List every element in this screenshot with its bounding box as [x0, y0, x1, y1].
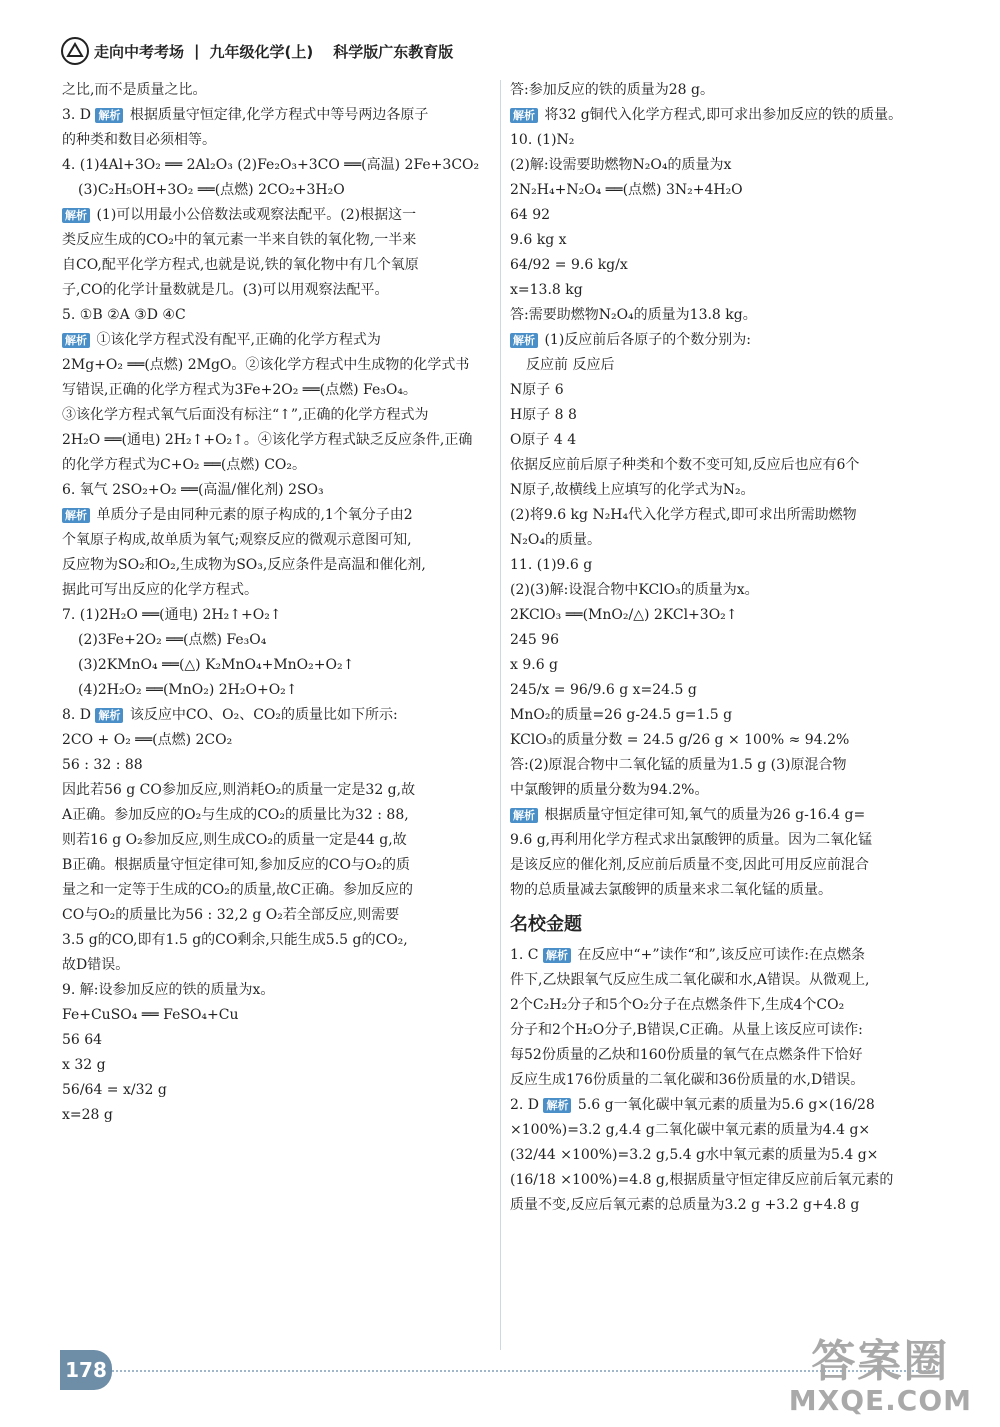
- text-line: 5. ①B ②A ③D ④C: [62, 307, 186, 323]
- text-line: 解析 (1)可以用最小公倍数法或观察法配平。(2)根据这一: [62, 203, 490, 228]
- text-line: 每52份质量的乙炔和160份质量的氧气在点燃条件下恰好: [510, 1047, 863, 1063]
- left-column: [62, 78, 490, 1128]
- analysis-badge: 解析: [62, 208, 90, 223]
- text-line: 类反应生成的CO₂中的氧元素一半来自铁的氧化物,一半来: [62, 232, 417, 248]
- text-line: ③该化学方程式氧气后面没有标注“↑”,正确的化学方程式为: [62, 407, 429, 423]
- text-line: 2H₂O ══(通电) 2H₂↑+O₂↑。④该化学方程式缺乏反应条件,正确: [62, 432, 473, 448]
- text-line: 64 92: [510, 207, 551, 223]
- analysis-badge: 解析: [95, 708, 123, 723]
- text-line: 8. D 解析 该反应中CO、O₂、CO₂的质量比如下所示:: [62, 707, 398, 723]
- text-line: 中氯酸钾的质量分数为94.2%。: [510, 782, 709, 798]
- text-line: 9.6 kg x: [510, 232, 567, 248]
- text-line: CO与O₂的质量比为56 : 32,2 g O₂若全部反应,则需要: [62, 907, 400, 923]
- text-line: 反应生成176份质量的二氧化碳和36份质量的水,D错误。: [510, 1072, 865, 1088]
- text-line: ×100%)=3.2 g,4.4 g二氧化碳中氧元素的质量为4.4 g×: [510, 1122, 871, 1138]
- text-line: 2N₂H₄+N₂O₄ ══(点燃) 3N₂+4H₂O: [510, 182, 743, 198]
- analysis-badge: 解析: [510, 108, 538, 123]
- analysis-badge: 解析: [543, 1098, 571, 1113]
- text-line: 之比,而不是质量之比。: [62, 82, 207, 98]
- text-line: (2)将9.6 kg N₂H₄代入化学方程式,即可求出所需助燃物: [510, 507, 857, 523]
- text-line: N原子,故横线上应填写的化学式为N₂。: [510, 482, 755, 498]
- text-line: H原子 8 8: [510, 407, 577, 423]
- text-line: 质量不变,反应后氧元素的总质量为3.2 g +3.2 g+4.8 g: [510, 1197, 860, 1213]
- text-line: (2)解:设需要助燃物N₂O₄的质量为x: [510, 157, 732, 173]
- text-line: B正确。根据质量守恒定律可知,参加反应的CO与O₂的质: [62, 857, 411, 873]
- text-line: 2CO + O₂ ══(点燃) 2CO₂: [62, 732, 233, 748]
- brand-name: 走向中考考场: [94, 42, 185, 61]
- text-line: 物的总质量减去氯酸钾的质量来求二氧化锰的质量。: [510, 882, 832, 898]
- text-line: x 32 g: [62, 1057, 106, 1073]
- text-line: 9. 解:设参加反应的铁的质量为x。: [62, 982, 275, 998]
- text-line: 2KClO₃ ══(MnO₂/△) 2KCl+3O₂↑: [510, 607, 738, 623]
- text-line: 答:需要助燃物N₂O₄的质量为13.8 kg。: [510, 307, 757, 323]
- text-line: 解析 (1)反应前后各原子的个数分别为:: [510, 328, 938, 353]
- text-line: x 9.6 g: [510, 657, 559, 673]
- text-line: 56 : 32 : 88: [62, 757, 143, 773]
- text-line: 答:参加反应的铁的质量为28 g。: [510, 82, 714, 98]
- book-title: 九年级化学(上): [209, 42, 314, 61]
- text-line: 解析 根据质量守恒定律可知,氧气的质量为26 g-16.4 g=: [510, 803, 938, 828]
- text-line: 是该反应的催化剂,反应前后质量不变,因此可用反应前混合: [510, 857, 869, 873]
- text-line: x=28 g: [62, 1107, 113, 1123]
- text-line: 245 96: [510, 632, 559, 648]
- text-line: 3.5 g的CO,即有1.5 g的CO剩余,只能生成5.5 g的CO₂,: [62, 932, 408, 948]
- text-line: 因此若56 g CO参加反应,则消耗O₂的质量一定是32 g,故: [62, 782, 416, 798]
- text-line: N原子 6: [510, 382, 564, 398]
- text-line: 解析 将32 g铜代入化学方程式,即可求出参加反应的铁的质量。: [510, 103, 938, 128]
- text-line: 3. D 解析 根据质量守恒定律,化学方程式中等号两边各原子: [62, 107, 429, 123]
- text-line: (32/44 ×100%)=3.2 g,5.4 g水中氧元素的质量为5.4 g×: [510, 1147, 879, 1163]
- text-line: 答:(2)原混合物中二氧化锰的质量为1.5 g (3)原混合物: [510, 757, 847, 773]
- text-line: 的种类和数目必须相等。: [62, 132, 216, 148]
- text-line: 反应前 反应后: [526, 357, 615, 373]
- right-column: [510, 78, 938, 1218]
- text-line: 则若16 g O₂参加反应,则生成CO₂的质量一定是44 g,故: [62, 832, 407, 848]
- text-line: 11. (1)9.6 g: [510, 557, 593, 573]
- text-line: (4)2H₂O₂ ══(MnO₂) 2H₂O+O₂↑: [78, 682, 298, 698]
- right-answers-block: [510, 78, 938, 903]
- text-line: 的化学方程式为C+O₂ ══(点燃) CO₂。: [62, 457, 307, 473]
- text-line: 自CO,配平化学方程式,也就是说,铁的氧化物中有几个氧原: [62, 257, 419, 273]
- text-line: Fe+CuSO₄ ══ FeSO₄+Cu: [62, 1007, 239, 1023]
- text-line: 10. (1)N₂: [510, 132, 575, 148]
- analysis-badge: 解析: [543, 948, 571, 963]
- book-header: [60, 36, 453, 66]
- text-line: 9.6 g,再利用化学方程式求出氯酸钾的质量。因为二氧化锰: [510, 832, 873, 848]
- text-line: 2. D 解析 5.6 g一氧化碳中氧元素的质量为5.6 g×(16/28: [510, 1097, 875, 1113]
- analysis-badge: 解析: [510, 808, 538, 823]
- text-line: 2个C₂H₂分子和5个O₂分子在点燃条件下,生成4个CO₂: [510, 997, 845, 1013]
- text-line: 个氧原子构成,故单质为氧气;观察反应的微观示意图可知,: [62, 532, 412, 548]
- text-line: 量之和一定等于生成的CO₂的质量,故C正确。参加反应的: [62, 882, 413, 898]
- text-line: 56/64 = x/32 g: [62, 1082, 167, 1098]
- text-line: 子,CO的化学计量数就是几。(3)可以用观察法配平。: [62, 282, 389, 298]
- text-line: 件下,乙炔跟氧气反应生成二氧化碳和水,A错误。从微观上,: [510, 972, 870, 988]
- text-line: 64/92 = 9.6 kg/x: [510, 257, 628, 273]
- text-line: MnO₂的质量=26 g-24.5 g=1.5 g: [510, 707, 733, 723]
- text-line: 6. 氧气 2SO₂+O₂ ══(高温/催化剂) 2SO₃: [62, 482, 324, 498]
- text-line: 解析 单质分子是由同种元素的原子构成的,1个氧分子由2: [62, 503, 490, 528]
- text-line: 2Mg+O₂ ══(点燃) 2MgO。②该化学方程式中生成物的化学式书: [62, 357, 470, 373]
- text-line: 4. (1)4Al+3O₂ ══ 2Al₂O₃ (2)Fe₂O₃+3CO ══(高温) 2Fe+3CO₂: [62, 157, 480, 173]
- text-line: KClO₃的质量分数 = 24.5 g/26 g × 100% ≈ 94.2%: [510, 732, 850, 748]
- text-line: 245/x = 96/9.6 g x=24.5 g: [510, 682, 697, 698]
- text-line: (3)2KMnO₄ ══(△) K₂MnO₄+MnO₂+O₂↑: [78, 657, 355, 673]
- text-line: A正确。参加反应的O₂与生成的CO₂的质量比为32 : 88,: [62, 807, 409, 823]
- brand-logo-icon: [60, 36, 90, 66]
- column-divider: [500, 80, 501, 1350]
- text-line: 56 64: [62, 1032, 103, 1048]
- text-line: 7. (1)2H₂O ══(通电) 2H₂↑+O₂↑: [62, 607, 282, 623]
- text-line: 据此可写出反应的化学方程式。: [62, 582, 258, 598]
- famous-school-questions-block: [510, 943, 938, 1218]
- text-line: 依据反应前后原子种类和个数不变可知,反应后也应有6个: [510, 457, 860, 473]
- header-divider: |: [194, 42, 200, 60]
- section-title: 名校金题: [510, 914, 582, 935]
- watermark: [789, 1338, 972, 1416]
- text-line: 1. C 解析 在反应中“+”读作“和”,该反应可读作:在点燃条: [510, 947, 865, 963]
- text-line: O原子 4 4: [510, 432, 577, 448]
- text-line: 故D错误。: [62, 957, 130, 973]
- text-line: 反应物为SO₂和O₂,生成物为SO₃,反应条件是高温和催化剂,: [62, 557, 426, 573]
- page-number: 178: [60, 1350, 112, 1390]
- text-line: x=13.8 kg: [510, 282, 583, 298]
- analysis-badge: 解析: [95, 108, 123, 123]
- text-line: 解析 ①该化学方程式没有配平,正确的化学方程式为: [62, 328, 490, 353]
- watermark-main: 答案圈: [811, 1336, 950, 1387]
- analysis-badge: 解析: [62, 508, 90, 523]
- analysis-badge: 解析: [62, 333, 90, 348]
- text-line: 写错误,正确的化学方程式为3Fe+2O₂ ══(点燃) Fe₃O₄。: [62, 382, 417, 398]
- watermark-sub: MXQE.COM: [788, 1384, 972, 1417]
- text-line: (2)3Fe+2O₂ ══(点燃) Fe₃O₄: [78, 632, 267, 648]
- text-line: N₂O₄的质量。: [510, 532, 601, 548]
- text-line: (3)C₂H₅OH+3O₂ ══(点燃) 2CO₂+3H₂O: [78, 182, 345, 198]
- analysis-badge: 解析: [510, 333, 538, 348]
- book-edition: 科学版广东教育版: [333, 42, 454, 61]
- text-line: (2)(3)解:设混合物中KClO₃的质量为x。: [510, 582, 759, 598]
- text-line: (16/18 ×100%)=4.8 g,根据质量守恒定律反应前后氧元素的: [510, 1172, 894, 1188]
- text-line: 分子和2个H₂O分子,B错误,C正确。从量上该反应可读作:: [510, 1022, 863, 1038]
